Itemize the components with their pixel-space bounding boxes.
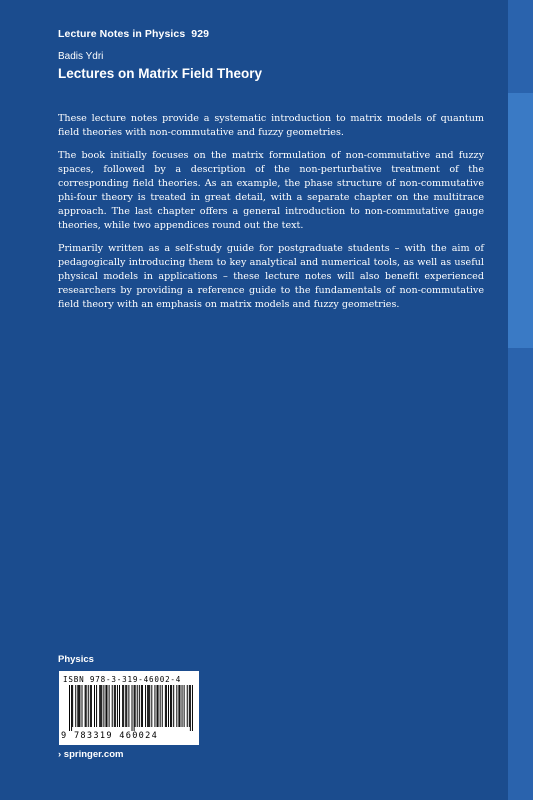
barcode-bar — [71, 685, 72, 731]
barcode-bar — [79, 685, 80, 727]
barcode-bar — [171, 685, 172, 727]
barcode-bar — [112, 685, 113, 727]
barcode-bar — [170, 685, 171, 727]
barcode-bar — [160, 685, 161, 727]
barcode-bar — [117, 685, 118, 727]
barcode-bar — [147, 685, 148, 727]
barcode-bar — [134, 685, 135, 731]
barcode-bar — [115, 685, 116, 727]
blurb-paragraph: Primarily written as a self-study guide for postgraduate students – with the aim of pedagogically introducing them to key analytical and numerical tools, as well as useful physical models in applications – these lecture notes will also benefit experienced researchers by providing a reference guide to the fundamentals of non-commutative field theory with an emphasis on matrix models and fuzzy geometries. — [58, 243, 484, 310]
barcode-bar — [94, 685, 95, 727]
barcode-bar — [141, 685, 142, 727]
author-name: Badis Ydri — [58, 51, 104, 62]
barcode-bar — [100, 685, 101, 727]
barcode-bar — [137, 685, 138, 727]
barcode-bar — [78, 685, 79, 727]
barcode-bar — [148, 685, 149, 727]
barcode-bar — [85, 685, 86, 727]
barcode-bar — [145, 685, 146, 727]
blurb-paragraph: The book initially focuses on the matrix formulation of non-commutative and fuzzy spaces, followed by a description of the non-perturbative treatment of the corresponding field theories. As an example, the phase structure of non-commutative phi-four theory is treated in great detail, with a separate chapter on the multitrace approach. The last chapter offers a general introduction to non-commutative gauge theories, while two appendices round out the text. — [58, 150, 484, 231]
barcode-digits: 9 783319 460024 — [61, 731, 159, 741]
barcode-bar — [91, 685, 92, 727]
barcode-bar — [114, 685, 115, 727]
barcode-bar — [149, 685, 150, 727]
barcode-bar — [158, 685, 159, 727]
barcode-bar — [178, 685, 179, 727]
series-name: Lecture Notes in Physics — [58, 28, 186, 40]
barcode-bar — [90, 685, 91, 727]
barcode-bar — [139, 685, 140, 727]
barcode-bar — [82, 685, 83, 727]
publisher-link[interactable]: › springer.com — [58, 749, 124, 760]
barcode-bar — [132, 685, 133, 731]
barcode-bar — [179, 685, 180, 727]
barcode-bar — [135, 685, 136, 727]
barcode-bar — [99, 685, 100, 727]
barcode-bar — [125, 685, 126, 727]
barcode-bar — [142, 685, 143, 727]
series-number: 929 — [191, 28, 210, 40]
barcode-bar — [176, 685, 177, 727]
barcode-bar — [162, 685, 163, 727]
barcode-bar — [103, 685, 104, 727]
barcode-bar — [182, 685, 183, 727]
barcode-bar — [101, 685, 102, 727]
barcode-bar — [184, 685, 185, 727]
barcode-bar — [166, 685, 167, 727]
barcode-bar — [122, 685, 123, 727]
isbn-text: ISBN 978-3-319-46002-4 — [63, 675, 182, 684]
barcode-bar — [96, 685, 97, 727]
barcode-bar — [173, 685, 174, 727]
barcode-bar — [88, 685, 89, 727]
barcode-bar — [192, 685, 193, 731]
barcode-bar — [75, 685, 76, 727]
barcode-bar — [77, 685, 78, 727]
barcode-icon — [69, 685, 193, 731]
barcode-bar — [123, 685, 124, 727]
barcode-box — [58, 670, 200, 746]
spine-stripe-highlight — [508, 93, 533, 348]
barcode-bar — [168, 685, 169, 727]
barcode-bar — [69, 685, 70, 731]
barcode-bar — [189, 685, 190, 727]
blurb-paragraph: These lecture notes provide a systematic introduction to matrix models of quantum field theories with non-commutative and fuzzy geometries. — [58, 113, 484, 138]
barcode-bar — [86, 685, 87, 727]
book-title: Lectures on Matrix Field Theory — [58, 66, 263, 81]
barcode-bar — [190, 685, 191, 731]
barcode-bar — [187, 685, 188, 727]
barcode-bar — [128, 685, 129, 727]
series-line — [58, 28, 209, 40]
barcode-bar — [154, 685, 155, 727]
subject-label: Physics — [58, 654, 94, 665]
blurb — [58, 112, 484, 321]
barcode-bar — [165, 685, 166, 727]
barcode-bar — [105, 685, 106, 727]
barcode-bar — [107, 685, 108, 727]
barcode-bar — [72, 685, 73, 727]
barcode-bar — [109, 685, 110, 727]
barcode-bar — [126, 685, 127, 727]
barcode-bar — [151, 685, 152, 727]
barcode-bar — [119, 685, 120, 727]
barcode-bar — [157, 685, 158, 727]
